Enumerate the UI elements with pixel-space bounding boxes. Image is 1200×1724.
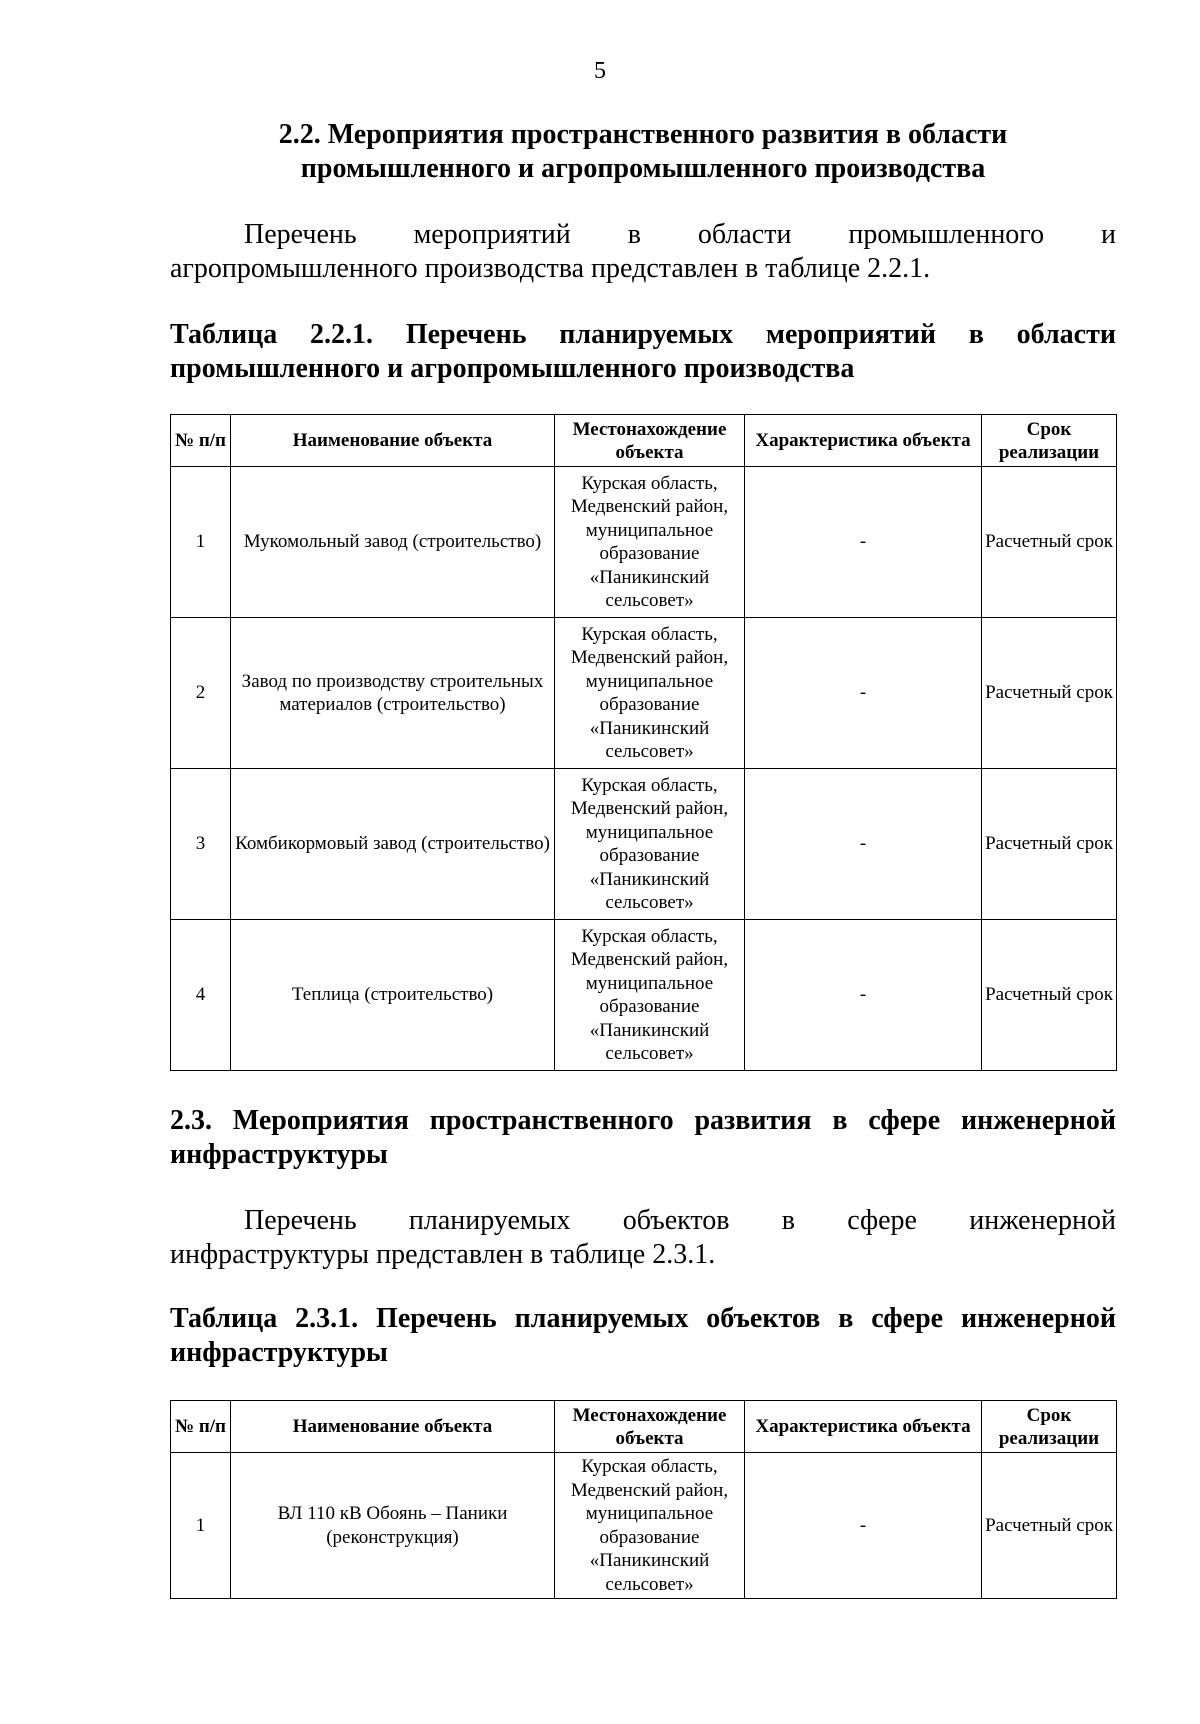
- section-22-intro-line2: агропромышленного производства представлен в таблице 2.2.1.: [170, 253, 931, 284]
- section-22-intro-line1: Перечень мероприятий в области промышленного и: [244, 219, 1116, 250]
- table-row: [171, 920, 1117, 1071]
- row-name: Теплица (строительство): [231, 920, 555, 1071]
- section-23-title: [170, 1104, 1116, 1172]
- header-location: Местонахождение объекта: [555, 1401, 745, 1453]
- header-term: Срок реализации: [982, 415, 1117, 467]
- row-location: Курская область, Медвенский район, муниципальное образование «Паникинский сельсовет»: [555, 467, 745, 618]
- page-number: 5: [594, 58, 606, 84]
- header-location: Местонахождение объекта: [555, 415, 745, 467]
- row-location: Курская область, Медвенский район, муниципальное образование «Паникинский сельсовет»: [555, 1453, 745, 1599]
- section-23-intro-line1: Перечень планируемых объектов в сфере инженерной: [244, 1205, 1116, 1236]
- row-characteristic: -: [745, 920, 982, 1071]
- header-name: Наименование объекта: [231, 1401, 555, 1453]
- header-characteristic: Характеристика объекта: [745, 415, 982, 467]
- header-term: Срок реализации: [982, 1401, 1117, 1453]
- table-221-caption-line2: промышленного и агропромышленного производства: [170, 353, 855, 384]
- row-characteristic: -: [745, 467, 982, 618]
- row-name: ВЛ 110 кВ Обоянь – Паники (реконструкция): [231, 1453, 555, 1599]
- row-term: Расчетный срок: [982, 920, 1117, 1071]
- row-location: Курская область, Медвенский район, муниципальное образование «Паникинский сельсовет»: [555, 920, 745, 1071]
- section-22-intro: [170, 218, 1116, 286]
- row-name: Мукомольный завод (строительство): [231, 467, 555, 618]
- row-characteristic: -: [745, 769, 982, 920]
- table-221-caption-line1: Таблица 2.2.1. Перечень планируемых мероприятий в области: [170, 319, 1116, 350]
- table-231-caption-line2: инфраструктуры: [170, 1337, 388, 1368]
- table-231-caption: [170, 1302, 1116, 1370]
- row-characteristic: -: [745, 618, 982, 769]
- row-num: 4: [171, 920, 231, 1071]
- header-num: № п/п: [171, 415, 231, 467]
- row-characteristic: -: [745, 1453, 982, 1599]
- table-row: [171, 769, 1117, 920]
- header-num: № п/п: [171, 1401, 231, 1453]
- row-num: 2: [171, 618, 231, 769]
- table-row: [171, 467, 1117, 618]
- header-characteristic: Характеристика объекта: [745, 1401, 982, 1453]
- section-22-title-line1: 2.2. Мероприятия пространственного развития в области: [278, 119, 1008, 150]
- row-name: Комбикормовый завод (строительство): [231, 769, 555, 920]
- section-23-intro-line2: инфраструктуры представлен в таблице 2.3.1.: [170, 1239, 716, 1270]
- row-term: Расчетный срок: [982, 769, 1117, 920]
- row-num: 3: [171, 769, 231, 920]
- section-22-title: [170, 118, 1116, 186]
- row-term: Расчетный срок: [982, 618, 1117, 769]
- table-221-caption: [170, 318, 1116, 386]
- section-23-title-line2: инфраструктуры: [170, 1139, 388, 1170]
- row-num: 1: [171, 1453, 231, 1599]
- row-num: 1: [171, 467, 231, 618]
- table-row: [171, 618, 1117, 769]
- table-231: [170, 1400, 1117, 1599]
- row-location: Курская область, Медвенский район, муниципальное образование «Паникинский сельсовет»: [555, 618, 745, 769]
- row-term: Расчетный срок: [982, 467, 1117, 618]
- table-221: [170, 414, 1117, 1071]
- row-name: Завод по производству строительных материалов (строительство): [231, 618, 555, 769]
- section-23-title-line1: 2.3. Мероприятия пространственного развития в сфере инженерной: [170, 1105, 1116, 1136]
- table-231-caption-line1: Таблица 2.3.1. Перечень планируемых объектов в сфере инженерной: [170, 1303, 1116, 1334]
- section-23-intro: [170, 1204, 1116, 1272]
- section-22-title-line2: промышленного и агропромышленного производства: [300, 153, 986, 184]
- table-row: [171, 1453, 1117, 1599]
- header-name: Наименование объекта: [231, 415, 555, 467]
- row-location: Курская область, Медвенский район, муниципальное образование «Паникинский сельсовет»: [555, 769, 745, 920]
- row-term: Расчетный срок: [982, 1453, 1117, 1599]
